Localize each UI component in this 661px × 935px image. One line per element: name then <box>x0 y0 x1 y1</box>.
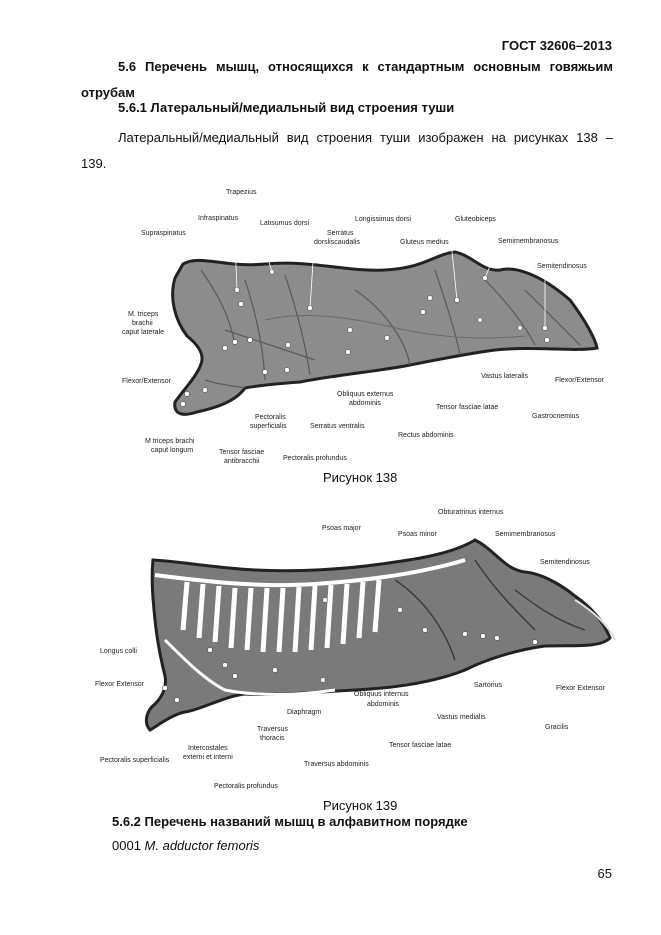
label-triceps-lateral-3: caput laterale <box>122 329 165 336</box>
label-vastus-lateralis: Vastus lateralis <box>481 373 528 380</box>
subsection-heading-5-6-2: 5.6.2 Перечень названий мышц в алфавитном порядке <box>112 814 468 829</box>
label-psoas-major: Psoas major <box>322 525 361 532</box>
label-trapezius: Trapezius <box>226 189 257 196</box>
label-rectus-abdominis: Rectus abdominis <box>398 432 454 439</box>
label-triceps-long-2: caput longum <box>151 447 194 454</box>
label-semimembranosus: Semimembranosus <box>495 531 556 538</box>
label-gluteobiceps: Gluteobiceps <box>455 216 496 223</box>
label-triceps-long-1: M triceps brachi <box>145 438 195 445</box>
label-semimembranosus: Semimembranosus <box>498 238 559 245</box>
label-obliquus-internus-1: Obliquus internus <box>354 691 409 698</box>
label-triceps-lateral-2: brachii <box>132 320 153 327</box>
subsection-heading-5-6-1: 5.6.1 Латеральный/медиальный вид строения туши <box>118 100 455 115</box>
label-traversus-thoracis-2: thoracis <box>260 735 285 742</box>
label-serratus-dorsal-2: dorsliscaudalis <box>314 239 360 246</box>
label-pectoralis-profundus: Pectoralis profundus <box>214 783 278 790</box>
label-pectoralis-superficialis-1: Pectoralis <box>255 414 286 421</box>
document-header: ГОСТ 32606–2013 <box>501 38 612 53</box>
label-pectoralis-profundus: Pectoralis profundus <box>283 455 347 462</box>
label-pectoralis-superficialis: Pectoralis superficialis <box>100 757 170 764</box>
label-tensor-antibrachii-2: antibracchii <box>224 458 260 465</box>
label-infraspinatus: Infraspinatus <box>198 215 239 222</box>
carcass-lateral-illustration <box>173 232 597 414</box>
label-supraspinatus: Supraspinatus <box>141 230 186 237</box>
label-tensor-fasciae-latae: Tensor fasciae latae <box>389 742 452 749</box>
figure-138-lateral-view <box>105 180 625 470</box>
label-gluteus-medius: Gluteus medius <box>400 239 449 246</box>
label-semitendinosus: Semitendinosus <box>537 263 587 270</box>
list-item-number: 0001 <box>112 838 145 853</box>
label-flexor-extensor-left: Flexor Extensor <box>95 681 145 688</box>
label-serratus-ventralis: Serratus ventralis <box>310 423 365 430</box>
label-intercostales-2: externi et interni <box>183 754 233 761</box>
label-flexor-extensor-right: Flexor Extensor <box>556 685 606 692</box>
label-sartorius: Sartorius <box>474 682 503 689</box>
paragraph-line-1: Латеральный/медиальный вид строения туши изображен на рисунках 138 – <box>118 130 613 145</box>
label-obliquus-internus-2: abdominis <box>367 701 399 708</box>
label-longissimus-dorsi: Longissimus dorsi <box>355 216 412 223</box>
label-tensor-antibrachii-1: Tensor fasciae <box>219 449 265 456</box>
label-intercostales-1: Intercostales <box>188 745 228 752</box>
section-heading-line-2: отрубам <box>81 85 135 100</box>
figure-139-caption: Рисунок 139 <box>323 798 398 813</box>
label-serratus-dorsal-1: Serratus <box>327 230 354 237</box>
label-vastus-medialis: Vastus medialis <box>437 714 486 721</box>
label-diaphragm: Diaphragm <box>287 709 322 716</box>
label-semitendinosus: Semitendinosus <box>540 559 590 566</box>
page-number: 65 <box>597 866 612 881</box>
label-obturatorius-internus: Obturatrinus internus <box>438 509 504 516</box>
label-flexor-extensor-left: Flexor/Extensor <box>122 378 172 385</box>
label-psoas-minor: Psoas minor <box>398 531 437 538</box>
label-flexor-extensor-right: Flexor/Extensor <box>555 377 605 384</box>
label-tensor-fasciae-latae: Tensor fasciae latae <box>436 404 499 411</box>
label-longus-colli: Longus colli <box>100 648 137 655</box>
label-pectoralis-superficialis-2: superficialis <box>250 423 287 430</box>
label-gracilis: Gracilis <box>545 724 569 731</box>
list-item-name: M. adductor femoris <box>144 838 260 853</box>
figure-138-caption: Рисунок 138 <box>323 470 398 485</box>
label-gastrocnemius: Gastrocnemius <box>532 413 580 420</box>
section-heading-line-1: 5.6 Перечень мышц, относящихся к стандартным основным говяжьим <box>118 59 613 74</box>
label-traversus-thoracis-1: Traversus <box>257 726 288 733</box>
label-traversus-abdominis: Traversus abdominis <box>304 761 369 768</box>
intro-paragraph <box>81 125 613 177</box>
figure-139-medial-view <box>95 500 625 800</box>
label-obliquus-2: abdominis <box>349 400 381 407</box>
label-triceps-lateral-1: M. triceps <box>128 311 159 318</box>
paragraph-line-2: 139. <box>81 156 107 171</box>
label-latissimus-dorsi: Latisumus dorsi <box>260 220 310 227</box>
section-heading-5-6 <box>81 54 613 106</box>
list-item <box>112 838 259 853</box>
label-obliquus-1: Obliquus externus <box>337 391 394 398</box>
